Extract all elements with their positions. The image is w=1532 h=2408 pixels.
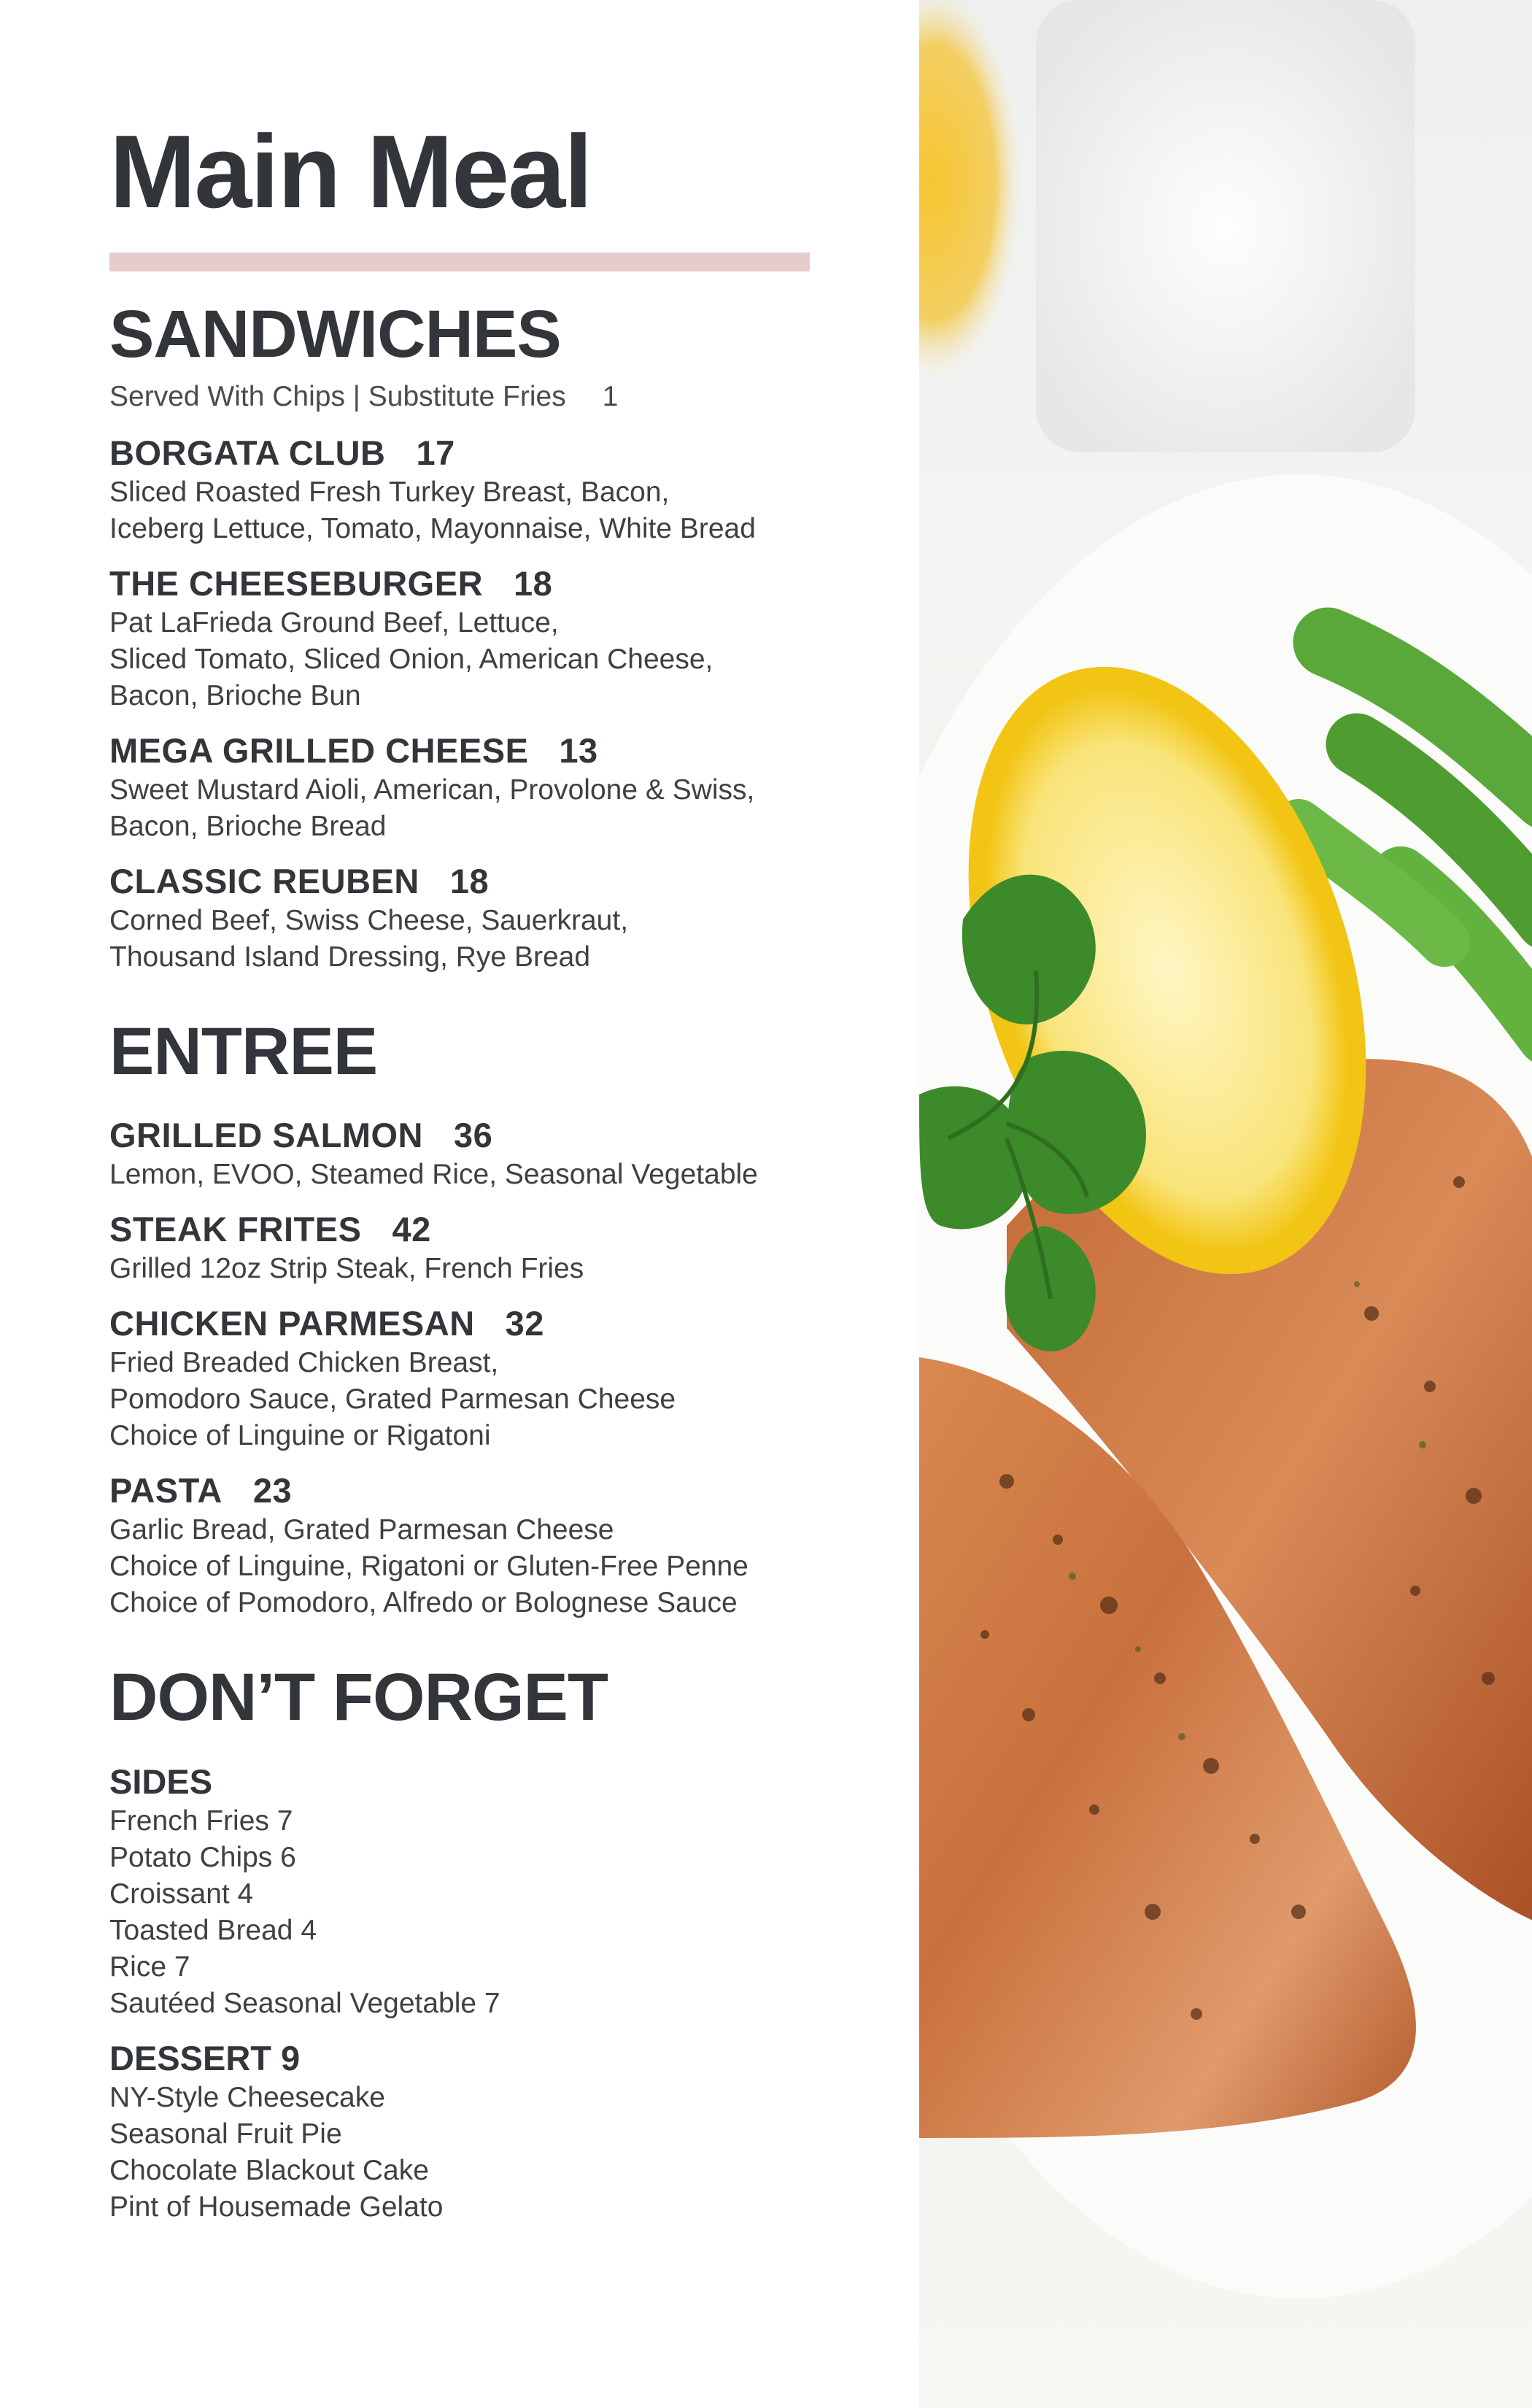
sides-list [109, 1761, 500, 2022]
note-text: Served With Chips | Substitute Fries [109, 381, 566, 412]
item-price: 17 [416, 433, 455, 472]
item-price: 23 [252, 1471, 293, 1510]
item-desc-line: Pomodoro Sauce, Grated Parmesan Cheese [109, 1384, 676, 1415]
dessert-heading: DESSERT 9 [109, 2039, 301, 2077]
list-item: Chocolate Blackout Cake [109, 2155, 429, 2186]
section-heading-sandwiches: SANDWICHES [109, 297, 561, 371]
item-name: CLASSIC REUBEN [109, 862, 419, 900]
list-item: Croissant 4 [109, 1878, 254, 1910]
item-desc-line: Bacon, Brioche Bun [109, 680, 361, 711]
page-title: Main Meal [109, 114, 592, 230]
item-desc-line: Bacon, Brioche Bread [109, 811, 387, 842]
item-desc-line: Thousand Island Dressing, Rye Bread [109, 941, 591, 973]
list-item: Pint of Housemade Gelato [109, 2191, 444, 2223]
item-desc-line: Garlic Bread, Grated Parmesan Cheese [109, 1514, 614, 1545]
list-item: French Fries 7 [109, 1805, 293, 1837]
section-heading-dont-forget: DON’T FORGET [109, 1660, 608, 1734]
dessert-list [109, 2037, 443, 2226]
item-desc-line: Sliced Roasted Fresh Turkey Breast, Bacon, [109, 476, 670, 508]
menu-item [109, 1470, 748, 1621]
menu-item [109, 860, 628, 976]
section-heading-entree: ENTREE [109, 1014, 378, 1089]
list-item: Rice 7 [109, 1951, 190, 1983]
menu-item [109, 730, 754, 845]
list-item: NY-Style Cheesecake [109, 2082, 385, 2113]
item-desc-line: Corned Beef, Swiss Cheese, Sauerkraut, [109, 905, 629, 936]
item-name: BORGATA CLUB [109, 433, 386, 472]
item-name: GRILLED SALMON [109, 1116, 423, 1154]
menu-item [109, 563, 713, 714]
item-price: 13 [559, 731, 598, 770]
list-item: Toasted Bread 4 [109, 1915, 317, 1946]
item-desc-line: Sliced Tomato, Sliced Onion, American Cheese, [109, 644, 713, 675]
item-desc-line: Choice of Linguine, Rigatoni or Gluten-Free Penne [109, 1551, 748, 1582]
item-desc-line: Iceberg Lettuce, Tomato, Mayonnaise, White Bread [109, 513, 756, 544]
item-name: CHICKEN PARMESAN [109, 1304, 475, 1343]
item-price: 42 [392, 1210, 431, 1249]
item-name: MEGA GRILLED CHEESE [109, 731, 529, 770]
menu-item [109, 1208, 584, 1287]
item-name: STEAK FRITES [109, 1210, 362, 1249]
list-item: Potato Chips 6 [109, 1842, 296, 1873]
list-item: Seasonal Fruit Pie [109, 2118, 342, 2150]
item-name: PASTA [109, 1471, 223, 1510]
item-desc-line: Pat LaFrieda Ground Beef, Lettuce, [109, 607, 559, 638]
menu-item [109, 432, 756, 547]
title-divider [109, 252, 810, 271]
item-price: 36 [453, 1116, 493, 1154]
item-desc-line: Sweet Mustard Aioli, American, Provolone & Swiss, [109, 774, 755, 806]
item-price: 18 [514, 564, 553, 603]
list-item: Sautéed Seasonal Vegetable 7 [109, 1988, 500, 2019]
note-price: 1 [602, 381, 619, 412]
salmon-photo [919, 0, 1532, 2408]
menu-item [109, 1114, 758, 1193]
sandwiches-note [109, 381, 618, 413]
item-price: 18 [449, 862, 490, 900]
item-desc-line: Fried Breaded Chicken Breast, [109, 1347, 499, 1378]
item-name: THE CHEESEBURGER [109, 564, 484, 603]
menu-item [109, 1303, 676, 1454]
item-desc-line: Choice of Linguine or Rigatoni [109, 1420, 491, 1451]
item-desc-line: Choice of Pomodoro, Alfredo or Bolognese Sauce [109, 1587, 738, 1618]
sides-heading: SIDES [109, 1762, 213, 1801]
item-desc-line: Grilled 12oz Strip Steak, French Fries [109, 1253, 584, 1284]
item-desc-line: Lemon, EVOO, Steamed Rice, Seasonal Vegetable [109, 1159, 758, 1190]
item-price: 32 [505, 1304, 544, 1343]
